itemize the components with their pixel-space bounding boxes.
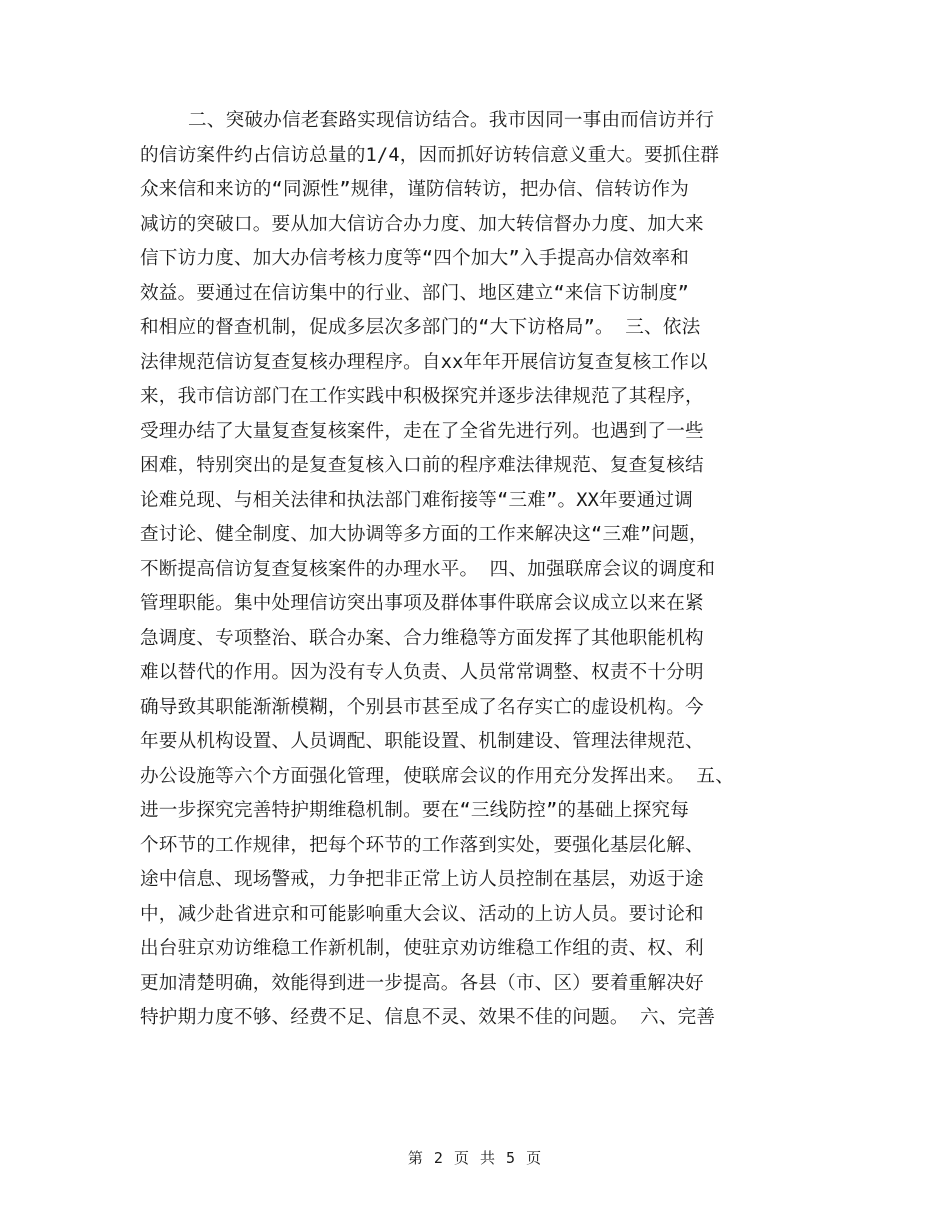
- text-line-10: 受理办结了大量复查复核案件，走在了全省先进行列。也遇到了一些: [140, 420, 704, 442]
- text-line-15: 管理职能。集中处理信访突出事项及群体事件联席会议成立以来在紧: [140, 593, 704, 614]
- body-text: [140, 104, 820, 1036]
- text-line-21: 进一步探究完善特护期维稳机制。要在“三线防控”的基础上探究每: [140, 800, 690, 821]
- text-line-4: 减访的突破口。要从加大信访合办力度、加大转信督办力度、加大来: [140, 213, 704, 235]
- text-line-8: 法律规范信访复查复核办理程序。自xx年年开展信访复查复核工作以: [140, 351, 708, 373]
- text-line-20: 办公设施等六个方面强化管理，使联席会议的作用充分发挥出来。 五、: [140, 765, 735, 787]
- text-line-6: 效益。要通过在信访集中的行业、部门、地区建立“来信下访制度”: [140, 282, 690, 304]
- text-line-11: 困难，特别突出的是复查复核入口前的程序难法律规范、复查复核结: [140, 455, 704, 476]
- text-line-9: 来，我市信访部门在工作实践中积极探究并逐步法律规范了其程序，: [140, 386, 704, 407]
- text-line-3: 众来信和来访的“同源性”规律，谨防信转访，把办信、信转访作为: [140, 179, 690, 200]
- text-line-2: 的信访案件约占信访总量的1/4，因而抓好访转信意义重大。要抓住群: [140, 144, 720, 166]
- text-line-13: 查讨论、健全制度、加大协调等多方面的工作来解决这“三难”问题，: [140, 524, 708, 545]
- text-line-23: 途中信息、现场警戒，力争把非正常上访人员控制在基层，劝返于途: [140, 869, 704, 890]
- text-line-18: 确导致其职能渐渐模糊，个别县市甚至成了名存实亡的虚设机构。今: [140, 696, 704, 718]
- text-line-7: 和相应的督查机制，促成多层次多部门的“大下访格局”。 三、依法: [140, 317, 701, 338]
- text-line-26: 更加清楚明确，效能得到进一步提高。各县（市、区）要着重解决好: [140, 972, 704, 994]
- page-number-footer: 第 2 页 共 5 页: [407, 1149, 543, 1167]
- text-line-19: 年要从机构设置、人员调配、职能设置、机制建设、管理法律规范、: [140, 731, 704, 752]
- text-line-25: 出台驻京劝访维稳工作新机制，使驻京劝访维稳工作组的责、权、利: [140, 938, 704, 959]
- text-line-17: 难以替代的作用。因为没有专人负责、人员常常调整、权责不十分明: [140, 662, 704, 683]
- text-line-5: 信下访力度、加大办信考核力度等“四个加大”入手提高办信效率和: [140, 248, 690, 269]
- text-line-27: 特护期力度不够、经费不足、信息不灵、效果不佳的问题。 六、完善: [140, 1007, 716, 1028]
- text-line-24: 中，减少赴省进京和可能影响重大会议、活动的上访人员。要讨论和: [140, 903, 704, 925]
- text-line-12: 论难兑现、与相关法律和执法部门难衔接等“三难”。XX年要通过调: [140, 489, 694, 511]
- text-line-14: 不断提高信访复查复核案件的办理水平。 四、加强联席会议的调度和: [140, 558, 716, 580]
- text-line-16: 急调度、专项整治、联合办案、合力维稳等方面发挥了其他职能机构: [140, 627, 704, 649]
- text-line-1: 二、突破办信老套路实现信访结合。我市因同一事由而信访并行: [188, 110, 715, 131]
- text-line-22: 个环节的工作规律，把每个环节的工作落到实处，要强化基层化解、: [140, 834, 704, 856]
